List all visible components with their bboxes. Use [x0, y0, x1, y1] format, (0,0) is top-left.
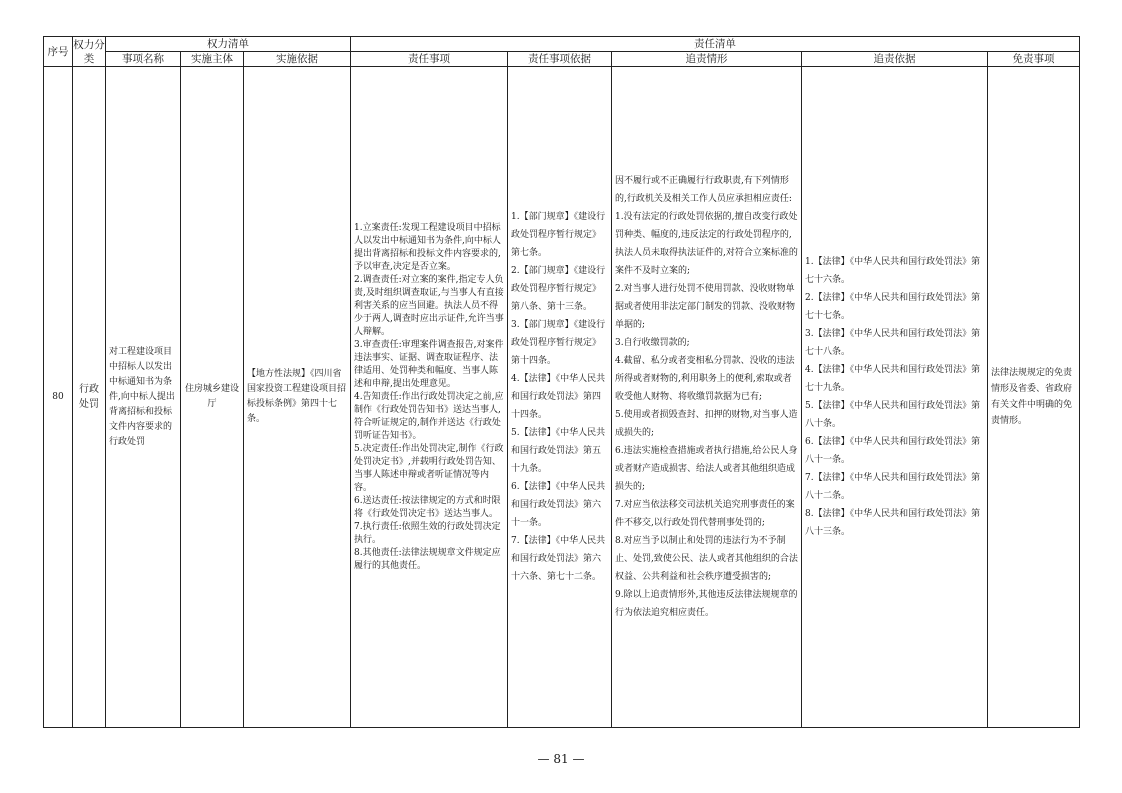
- account-basis-item: 6.【法律】《中华人民共和国行政处罚法》第八十一条。: [805, 437, 981, 465]
- resp-basis-item: 6.【法律】《中华人民共和国行政处罚法》第六十一条。: [511, 482, 606, 528]
- resp-item: 7.执行责任:依照生效的行政处罚决定执行。: [354, 521, 501, 545]
- header-account-basis: 追责依据: [802, 52, 988, 67]
- accountability-item: 4.截留、私分或者变相私分罚款、没收的违法所得或者财物的,利用职务上的便利,索取或者收受他人财物、将收缴罚款据为已有;: [615, 356, 795, 402]
- header-seq: 序号: [44, 37, 73, 67]
- header-resp-items: 责任事项: [351, 52, 508, 67]
- row-item-name: 对工程建设项目中招标人以发出中标通知书为条件,向中标人提出背离招标和投标文件内容要求的行政处罚: [106, 67, 181, 728]
- row-resp-items: [351, 67, 508, 728]
- row-account-basis: [802, 67, 988, 728]
- power-responsibility-table: [43, 36, 1080, 728]
- row-exemption: 法律法规规定的免责情形及省委、省政府有关文件中明确的免责情形。: [988, 67, 1080, 728]
- resp-item: 2.调查责任:对立案的案件,指定专人负责,及时组织调查取证,与当事人有直接利害关系的应当回避。执法人员不得少于两人,调查时应出示证件,允许当事人辩解。: [354, 274, 504, 337]
- resp-basis-item: 4.【法律】《中华人民共和国行政处罚法》第四十四条。: [511, 374, 606, 420]
- page-number: — 81 —: [537, 752, 585, 766]
- row-seq: 80: [44, 67, 73, 728]
- row-subject: 住房城乡建设厅: [181, 67, 244, 728]
- header-accountability: 追责情形: [612, 52, 802, 67]
- account-basis-item: 5.【法律】《中华人民共和国行政处罚法》第八十条。: [805, 401, 981, 429]
- accountability-item: 6.违法实施检查措施或者执行措施,给公民人身或者财产造成损害、给法人或者其他组织造成损失的;: [615, 446, 798, 492]
- resp-basis-item: 3.【部门规章】《建设行政处罚程序暂行规定》第十四条。: [511, 320, 606, 366]
- row-basis: 【地方性法规】《四川省国家投资工程建设项目招标投标条例》第四十七条。: [244, 67, 351, 728]
- resp-basis-item: 1.【部门规章】《建设行政处罚程序暂行规定》第七条。: [511, 212, 606, 258]
- accountability-item: 1.没有法定的行政处罚依据的,擅自改变行政处罚种类、幅度的,违反法定的行政处罚程序的,执法人员未取得执法证件的,对符合立案标准的案件不及时立案的;: [615, 212, 798, 276]
- header-subject: 实施主体: [181, 52, 244, 67]
- resp-item: 5.决定责任:作出处罚决定,制作《行政处罚决定书》,并载明行政处罚告知、当事人陈述申辩或者听证情况等内容。: [354, 443, 504, 493]
- header-responsibility-list: 责任清单: [351, 37, 1080, 52]
- account-basis-item: 7.【法律】《中华人民共和国行政处罚法》第八十二条。: [805, 473, 981, 501]
- account-basis-item: 3.【法律】《中华人民共和国行政处罚法》第七十八条。: [805, 329, 981, 357]
- resp-item: 3.审查责任:审理案件调查报告,对案件违法事实、证据、调查取证程序、法律适用、处罚种类和幅度、当事人陈述和申辩,提出处理意见。: [354, 339, 504, 389]
- resp-basis-item: 2.【部门规章】《建设行政处罚程序暂行规定》第八条、第十三条。: [511, 266, 606, 312]
- resp-item: 6.送达责任:按法律规定的方式和时限将《行政处罚决定书》送达当事人。: [354, 495, 501, 519]
- accountability-item: 8.对应当予以制止和处罚的违法行为不予制止、处罚,致使公民、法人或者其他组织的合法权益、公共利益和社会秩序遭受损害的;: [615, 536, 798, 582]
- resp-item: 8.其他责任:法律法规规章文件规定应履行的其他责任。: [354, 547, 501, 571]
- account-basis-item: 8.【法律】《中华人民共和国行政处罚法》第八十三条。: [805, 509, 981, 537]
- header-exemption: 免责事项: [988, 52, 1080, 67]
- account-basis-item: 4.【法律】《中华人民共和国行政处罚法》第七十九条。: [805, 365, 981, 393]
- accountability-item: 7.对应当依法移交司法机关追究刑事责任的案件不移交,以行政处罚代替刑事处罚的;: [615, 500, 795, 528]
- accountability-item: 9.除以上追责情形外,其他违反法律法规规章的行为依法追究相应责任。: [615, 590, 798, 618]
- accountability-item: 因不履行或不正确履行行政职责,有下列情形的,行政机关及相关工作人员应承担相应责任:: [615, 176, 792, 204]
- accountability-item: 5.使用或者损毁查封、扣押的财物,对当事人造成损失的;: [615, 410, 798, 438]
- resp-item: 1.立案责任:发现工程建设项目中招标人以发出中标通知书为条件,向中标人提出背离招标和投标文件内容要求的,予以审查,决定是否立案。: [354, 222, 501, 272]
- resp-item: 4.告知责任:作出行政处罚决定之前,应制作《行政处罚告知书》送达当事人,符合听证规定的,制作并送达《行政处罚听证告知书》。: [354, 391, 504, 441]
- row-category: 行政处罚: [73, 67, 106, 728]
- resp-basis-item: 7.【法律】《中华人民共和国行政处罚法》第六十六条、第七十二条。: [511, 536, 606, 582]
- table-row: [44, 67, 1080, 728]
- accountability-item: 3.自行收缴罚款的;: [615, 338, 690, 348]
- resp-basis-item: 5.【法律】《中华人民共和国行政处罚法》第五十九条。: [511, 428, 606, 474]
- header-resp-basis: 责任事项依据: [508, 52, 612, 67]
- row-accountability: [612, 67, 802, 728]
- account-basis-item: 2.【法律】《中华人民共和国行政处罚法》第七十七条。: [805, 293, 981, 321]
- row-resp-basis: [508, 67, 612, 728]
- account-basis-item: 1.【法律】《中华人民共和国行政处罚法》第七十六条。: [805, 257, 981, 285]
- header-power-list: 权力清单: [106, 37, 351, 52]
- header-basis: 实施依据: [244, 52, 351, 67]
- header-item-name: 事项名称: [106, 52, 181, 67]
- accountability-item: 2.对当事人进行处罚不使用罚款、没收财物单据或者使用非法定部门制发的罚款、没收财物单据的;: [615, 284, 796, 330]
- header-category: 权力分类: [73, 38, 105, 65]
